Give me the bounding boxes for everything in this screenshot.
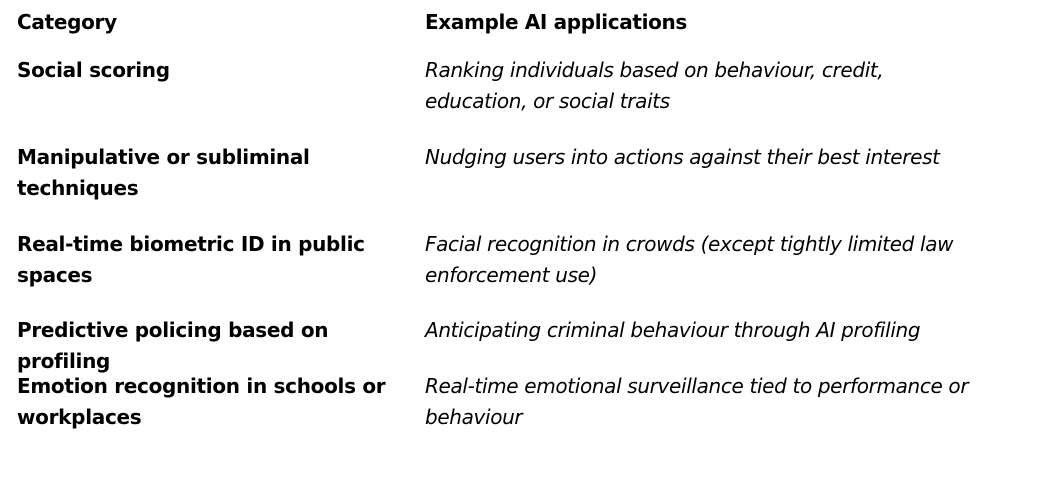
example-cell: Real-time emotional surveillance tied to performance or behaviour	[425, 374, 969, 429]
table-row	[17, 55, 1027, 142]
example-cell: Facial recognition in crowds (except tightly limited law enforcement use)	[425, 232, 954, 287]
table-header-row	[17, 7, 1027, 55]
table-row	[17, 315, 1027, 371]
example-cell: Nudging users into actions against their best interest	[425, 145, 940, 169]
table-row	[17, 371, 1027, 433]
category-cell: Manipulative or subliminal techniques	[17, 145, 310, 200]
header-example-ai-applications: Example AI applications	[425, 10, 687, 34]
example-cell: Ranking individuals based on behaviour, credit, education, or social traits	[425, 58, 884, 113]
category-cell: Predictive policing based on profiling	[17, 318, 329, 373]
example-cell: Anticipating criminal behaviour through AI profiling	[425, 318, 921, 342]
category-cell: Social scoring	[17, 58, 170, 82]
table-row	[17, 142, 1027, 229]
ai-applications-table	[17, 0, 1027, 433]
category-cell: Emotion recognition in schools or workplaces	[17, 374, 386, 429]
header-category: Category	[17, 10, 117, 34]
table-row	[17, 229, 1027, 315]
category-cell: Real-time biometric ID in public spaces	[17, 232, 365, 287]
